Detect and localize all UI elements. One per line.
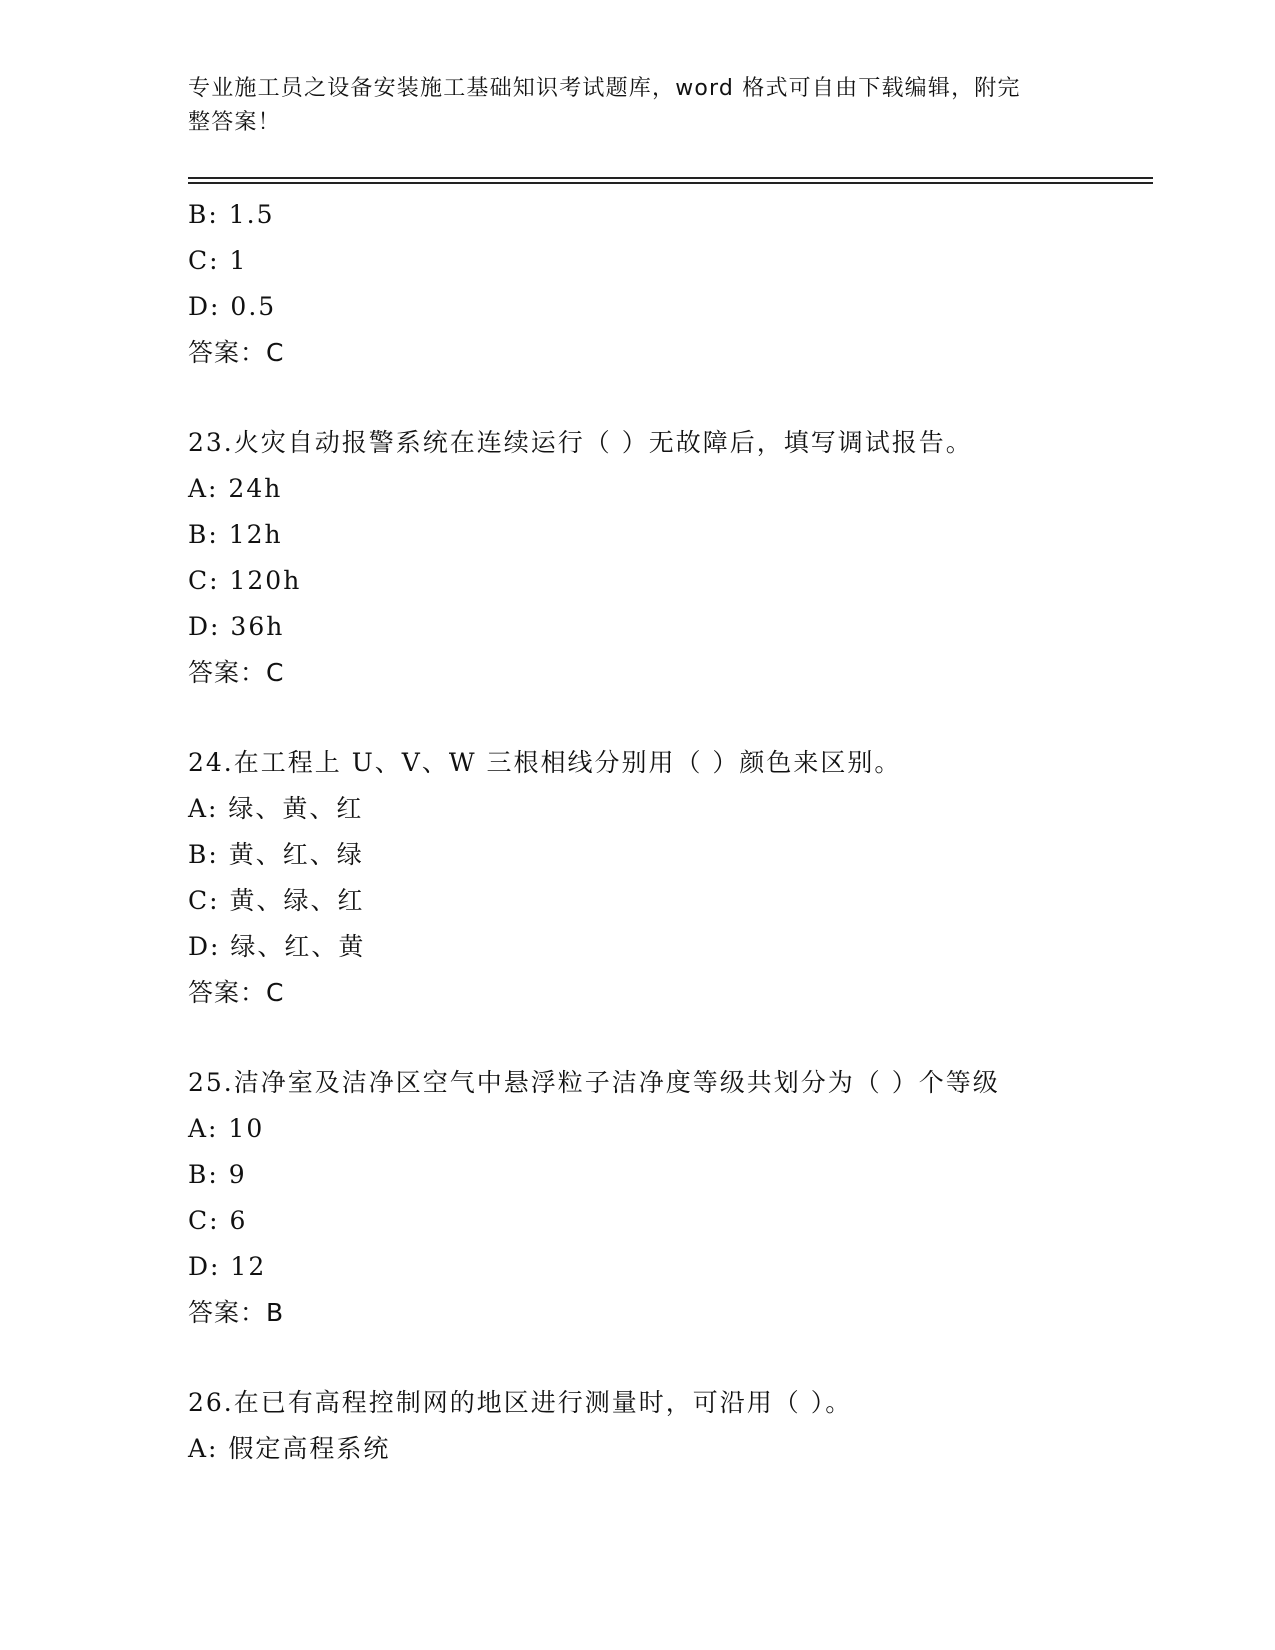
question-text: 25.洁净室及洁净区空气中悬浮粒子洁净度等级共划分为（ ）个等级 xyxy=(188,1068,1000,1097)
option-b: B: 黄、红、绿 xyxy=(188,840,364,869)
option-b: B: 1.5 xyxy=(188,200,275,229)
question-25 xyxy=(188,1060,1168,1336)
question-23 xyxy=(188,420,1168,696)
answer-line: 答案：C xyxy=(188,978,285,1007)
answer-line: 答案：C xyxy=(188,658,285,687)
option-a: A: 10 xyxy=(188,1114,265,1143)
question-content xyxy=(188,192,1168,1472)
option-a: A: 绿、黄、红 xyxy=(188,794,364,823)
question-text: 26.在已有高程控制网的地区进行测量时，可沿用（ ）。 xyxy=(188,1388,853,1417)
question-text: 23.火灾自动报警系统在连续运行（ ）无故障后，填写调试报告。 xyxy=(188,428,973,457)
question-text: 24.在工程上 U、V、W 三根相线分别用（ ）颜色来区别。 xyxy=(188,748,902,777)
option-b: B: 12h xyxy=(188,520,283,549)
header-title-line-1: 专业施工员之设备安装施工基础知识考试题库，word 格式可自由下载编辑，附完 xyxy=(188,76,1021,101)
question-22-tail xyxy=(188,192,1168,376)
option-c: C: 6 xyxy=(188,1206,248,1235)
option-d: D: 12 xyxy=(188,1252,267,1281)
option-d: D: 绿、红、黄 xyxy=(188,932,366,961)
option-b: B: 9 xyxy=(188,1160,247,1189)
question-26 xyxy=(188,1380,1168,1472)
option-c: C: 黄、绿、红 xyxy=(188,886,365,915)
answer-line: 答案：C xyxy=(188,338,285,367)
header-title-line-2: 整答案！ xyxy=(188,110,281,135)
answer-line: 答案：B xyxy=(188,1298,285,1327)
header-divider-bottom xyxy=(188,182,1153,184)
option-c: C: 120h xyxy=(188,566,302,595)
option-d: D: 0.5 xyxy=(188,292,277,321)
option-d: D: 36h xyxy=(188,612,285,641)
header-divider-top xyxy=(188,177,1153,179)
document-header xyxy=(188,72,1078,140)
option-a: A: 假定高程系统 xyxy=(188,1434,391,1463)
question-24 xyxy=(188,740,1168,1016)
option-a: A: 24h xyxy=(188,474,283,503)
option-c: C: 1 xyxy=(188,246,248,275)
